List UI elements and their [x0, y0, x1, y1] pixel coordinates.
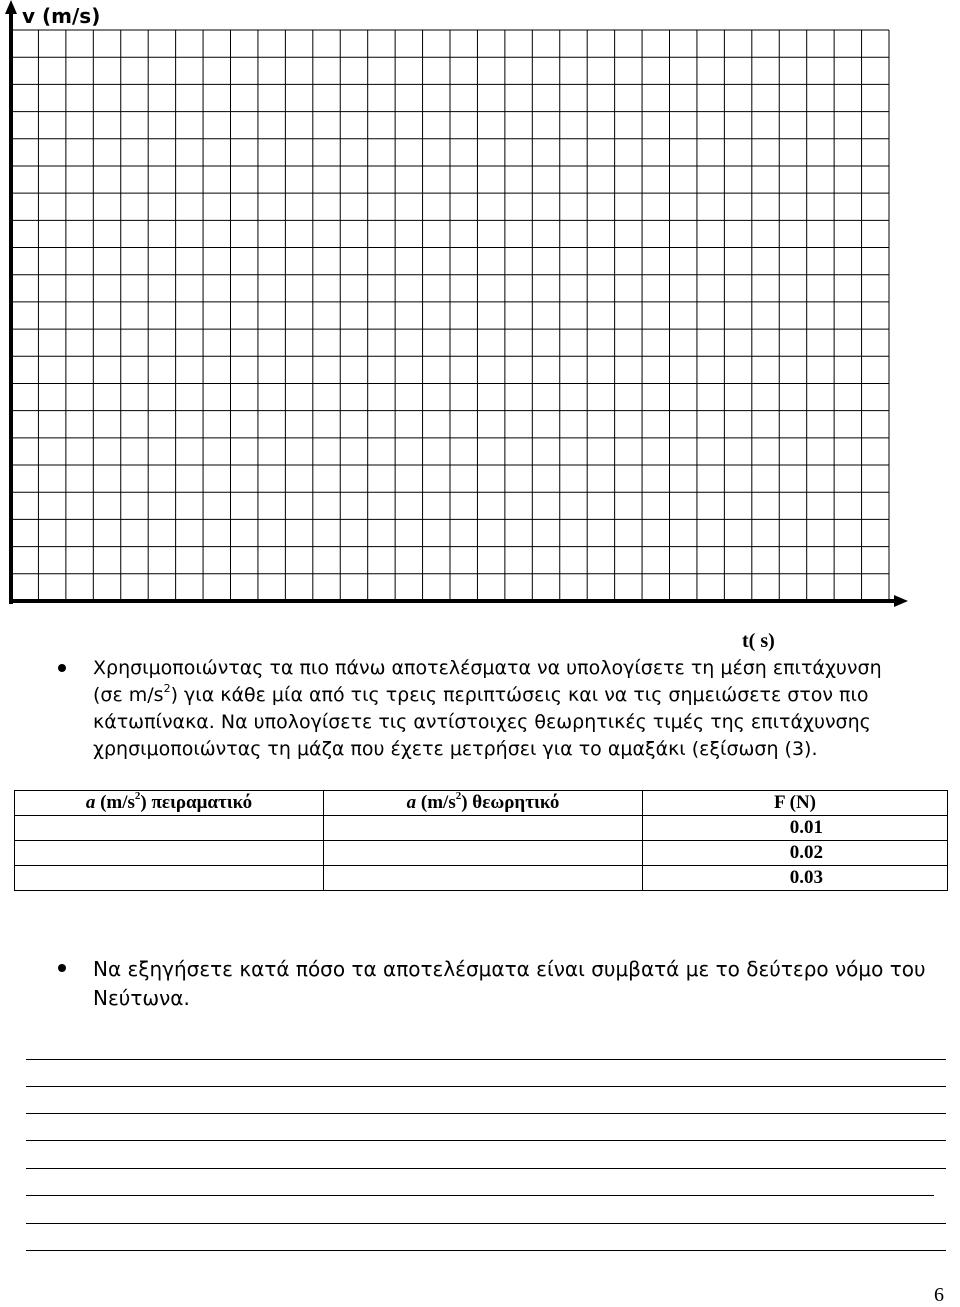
graph-grid: [0, 0, 960, 620]
answer-line[interactable]: [26, 1086, 946, 1087]
answer-line[interactable]: [26, 1168, 946, 1169]
answer-line[interactable]: [26, 1250, 946, 1251]
answer-line[interactable]: [26, 1195, 934, 1196]
header-force: F (N): [643, 791, 948, 816]
cell-force: 0.01: [643, 816, 948, 841]
instruction-paragraph-2: [93, 955, 948, 1013]
cell-theoretical[interactable]: [324, 816, 643, 841]
results-table: [14, 790, 948, 891]
cell-theoretical[interactable]: [324, 841, 643, 866]
instruction-2-line-2: Νεύτωνα.: [93, 986, 190, 1010]
cell-theoretical[interactable]: [324, 866, 643, 891]
x-axis-arrow-icon: [894, 595, 908, 607]
cell-force: 0.03: [643, 866, 948, 891]
table-row: [15, 841, 948, 866]
instruction-1-line-2: (σε $m/s^2$) για κάθε μία από τις τρεις περιπτώσεις και να τις σημειώσετε στον πιο: [93, 681, 869, 706]
instruction-1-line-1: Χρησιμοποιώντας τα πιο πάνω αποτελέσματα να υπολογίσετε τη μέση επιτάχυνση: [93, 657, 882, 679]
cell-experimental[interactable]: [15, 841, 324, 866]
answer-line[interactable]: [26, 1140, 946, 1141]
instruction-1-line-4: χρησιμοποιώντας τη μάζα που έχετε μετρήσει για το αμαξάκι (εξίσωση (3).: [93, 738, 818, 760]
instruction-paragraph-1: [93, 655, 948, 763]
y-axis-arrow-icon: [5, 0, 17, 14]
page-number: 6: [934, 1284, 944, 1306]
header-experimental: a $(m/s^2)$ πειραματικό: [15, 791, 324, 816]
table-header-row: [15, 791, 948, 816]
bullet-icon: [58, 664, 66, 672]
instruction-1-line-3: κάτωπίνακα. Να υπολογίσετε τις αντίστοιχες θεωρητικές τιμές της επιτάχυνσης: [93, 711, 871, 733]
table-row: [15, 816, 948, 841]
table-row: [15, 866, 948, 891]
grid-lines: [11, 30, 889, 601]
answer-line[interactable]: [26, 1223, 946, 1224]
cell-experimental[interactable]: [15, 866, 324, 891]
answer-line[interactable]: [26, 1059, 946, 1060]
x-axis-label: t( s): [742, 630, 775, 652]
y-axis-label: v (m/s): [22, 4, 101, 28]
cell-experimental[interactable]: [15, 816, 324, 841]
header-theoretical: a $(m/s^2)$ θεωρητικό: [324, 791, 643, 816]
bullet-icon: [58, 964, 66, 972]
answer-line[interactable]: [26, 1113, 946, 1114]
cell-force: 0.02: [643, 841, 948, 866]
instruction-2-line-1: Να εξηγήσετε κατά πόσο τα αποτελέσματα είναι συμβατά με το δεύτερο νόμο του: [93, 957, 926, 981]
